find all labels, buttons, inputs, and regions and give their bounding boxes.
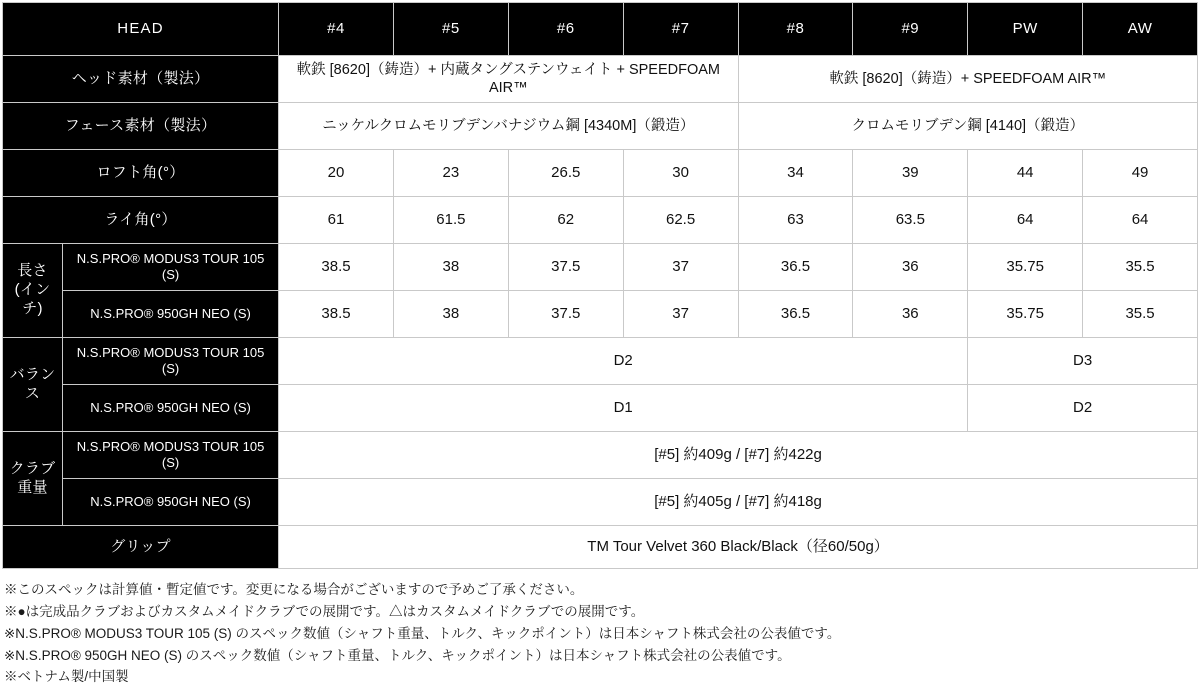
- table-row: [3, 150, 1198, 197]
- table-row: [3, 526, 1198, 569]
- lie-value: 61.5: [393, 197, 508, 244]
- row-label-length: 長さ(インチ): [3, 244, 63, 338]
- balance-value-wedges: D2: [968, 385, 1198, 432]
- lie-value: 62: [508, 197, 623, 244]
- footnote-item: ※N.S.PRO® 950GH NEO (S) のスペック数値（シャフト重量、トルク、キックポイント）は日本シャフト株式会社の公表値です。: [4, 647, 791, 663]
- column-header-aw: AW: [1083, 3, 1198, 56]
- column-header-8: #8: [738, 3, 853, 56]
- column-header-7: #7: [623, 3, 738, 56]
- loft-value: 26.5: [508, 150, 623, 197]
- loft-value: 39: [853, 150, 968, 197]
- grip-value: TM Tour Velvet 360 Black/Black（径60/50g）: [279, 526, 1198, 569]
- length-value: 37: [623, 244, 738, 291]
- head-material-value-long-irons: 軟鉄 [8620]（鋳造）+ 内蔵タングステンウェイト + SPEEDFOAM AIR™: [279, 56, 738, 103]
- loft-value: 49: [1083, 150, 1198, 197]
- column-header-6: #6: [508, 3, 623, 56]
- column-header-pw: PW: [968, 3, 1083, 56]
- length-value: 36: [853, 244, 968, 291]
- table-row: [3, 103, 1198, 150]
- column-header-4: #4: [279, 3, 394, 56]
- lie-value: 63: [738, 197, 853, 244]
- face-material-value-short-irons: クロムモリブデン鋼 [4140]（鍛造）: [738, 103, 1197, 150]
- table-row: [3, 197, 1198, 244]
- length-value: 36.5: [738, 291, 853, 338]
- length-value: 37.5: [508, 244, 623, 291]
- lie-value: 62.5: [623, 197, 738, 244]
- length-value: 38.5: [279, 291, 394, 338]
- loft-value: 30: [623, 150, 738, 197]
- club-weight-value: [#5] 約409g / [#7] 約422g: [279, 432, 1198, 479]
- loft-value: 34: [738, 150, 853, 197]
- length-value: 35.75: [968, 291, 1083, 338]
- length-value: 36: [853, 291, 968, 338]
- length-value: 37: [623, 291, 738, 338]
- table-row: [3, 291, 1198, 338]
- face-material-value-long-irons: ニッケルクロムモリブデンバナジウム鋼 [4340M]（鍛造）: [279, 103, 738, 150]
- balance-value-wedges: D3: [968, 338, 1198, 385]
- row-label-length-shaft-950gh: N.S.PRO® 950GH NEO (S): [63, 291, 279, 338]
- row-label-balance-shaft-modus3: N.S.PRO® MODUS3 TOUR 105 (S): [63, 338, 279, 385]
- length-value: 37.5: [508, 291, 623, 338]
- row-label-lie: ライ角(°）: [3, 197, 279, 244]
- lie-value: 61: [279, 197, 394, 244]
- row-label-balance-shaft-950gh: N.S.PRO® 950GH NEO (S): [63, 385, 279, 432]
- loft-value: 20: [279, 150, 394, 197]
- head-material-value-short-irons: 軟鉄 [8620]（鋳造）+ SPEEDFOAM AIR™: [738, 56, 1197, 103]
- footnote-item: ※N.S.PRO® MODUS3 TOUR 105 (S) のスペック数値（シャフト重量、トルク、キックポイント）は日本シャフト株式会社の公表値です。: [4, 625, 841, 641]
- footnote-item: ※このスペックは計算値・暫定値です。変更になる場合がございますので予めご了承ください。: [4, 582, 584, 597]
- row-label-balance: バランス: [3, 338, 63, 432]
- club-weight-value: [#5] 約405g / [#7] 約418g: [279, 479, 1198, 526]
- lie-value: 63.5: [853, 197, 968, 244]
- spec-sheet-page: [0, 2, 1200, 683]
- length-value: 38: [393, 291, 508, 338]
- table-header-row: [3, 3, 1198, 56]
- table-row: [3, 385, 1198, 432]
- length-value: 36.5: [738, 244, 853, 291]
- table-row: [3, 479, 1198, 526]
- row-label-club-weight-shaft-modus3: N.S.PRO® MODUS3 TOUR 105 (S): [63, 432, 279, 479]
- loft-value: 23: [393, 150, 508, 197]
- row-label-grip: グリップ: [3, 526, 279, 569]
- length-value: 35.5: [1083, 244, 1198, 291]
- length-value: 35.75: [968, 244, 1083, 291]
- footnote-item: ※ベトナム製/中国製: [4, 669, 129, 685]
- footnote-item: ※●は完成品クラブおよびカスタムメイドクラブでの展開です。△はカスタムメイドクラブでの展開です。: [4, 603, 645, 619]
- table-row: [3, 56, 1198, 103]
- loft-value: 44: [968, 150, 1083, 197]
- lie-value: 64: [1083, 197, 1198, 244]
- row-label-club-weight-shaft-950gh: N.S.PRO® 950GH NEO (S): [63, 479, 279, 526]
- table-row: [3, 244, 1198, 291]
- length-value: 35.5: [1083, 291, 1198, 338]
- column-header-5: #5: [393, 3, 508, 56]
- balance-value-long-irons: D1: [279, 385, 968, 432]
- row-label-head-material: ヘッド素材（製法）: [3, 56, 279, 103]
- club-spec-table: [2, 2, 1198, 569]
- row-label-loft: ロフト角(°）: [3, 150, 279, 197]
- column-header-head: HEAD: [3, 3, 279, 56]
- balance-value-long-irons: D2: [279, 338, 968, 385]
- row-label-club-weight: クラブ重量: [3, 432, 63, 526]
- lie-value: 64: [968, 197, 1083, 244]
- footnotes: [4, 579, 1200, 688]
- length-value: 38.5: [279, 244, 394, 291]
- table-row: [3, 338, 1198, 385]
- row-label-face-material: フェース素材（製法）: [3, 103, 279, 150]
- column-header-9: #9: [853, 3, 968, 56]
- row-label-length-shaft-modus3: N.S.PRO® MODUS3 TOUR 105 (S): [63, 244, 279, 291]
- table-row: [3, 432, 1198, 479]
- length-value: 38: [393, 244, 508, 291]
